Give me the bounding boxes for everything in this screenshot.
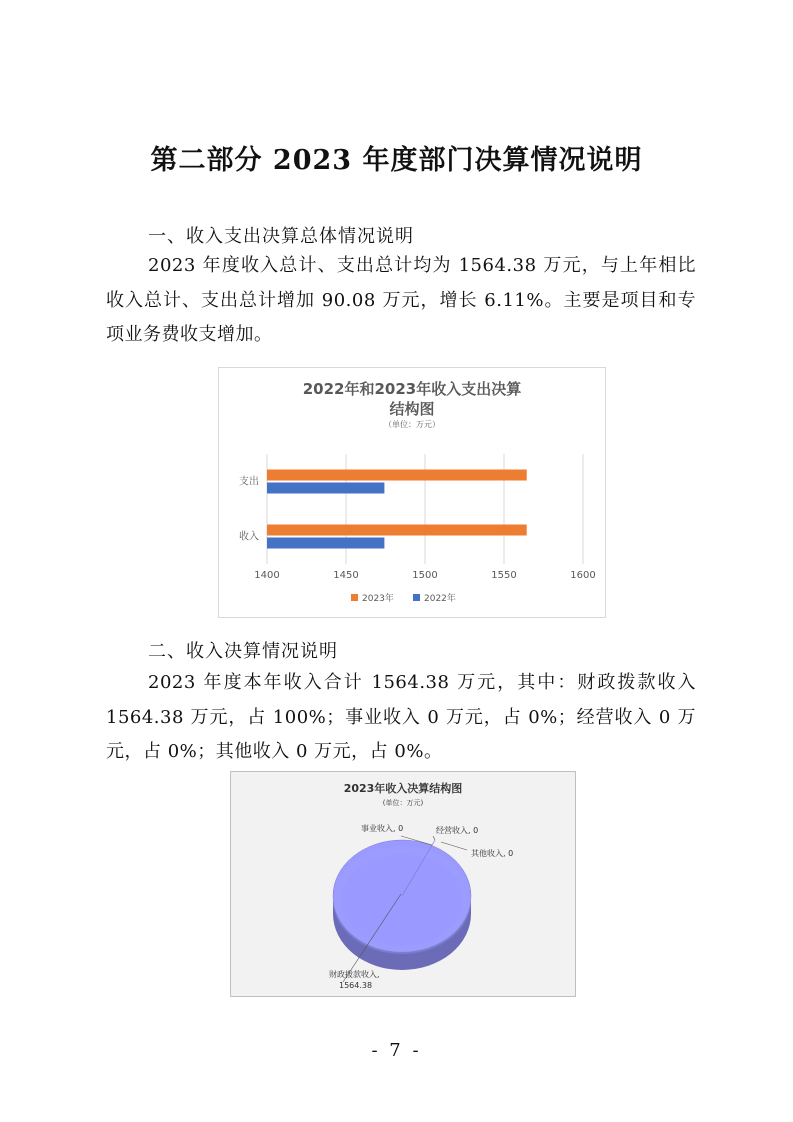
pie-chart-subtitle: (单位：万元) xyxy=(382,799,424,807)
bar-chart xyxy=(218,367,606,618)
section-text-2: 2023 年度本年收入合计 1564.38 万元，其中：财政拨款收入 1564.38 万元，占 100%；事业收入 0 万元，占 0%；经营收入 0 万元，占 0%；其他收入 0 万元，占 0%。 xyxy=(106,672,696,762)
pie-chart-title: 2023年收入决算结构图 xyxy=(343,782,463,795)
pie-label-caizheng-value: 1564.38 xyxy=(339,981,373,990)
x-tick-label: 1550 xyxy=(491,570,517,581)
bar-0-1 xyxy=(267,483,384,494)
bar-chart-title-line2: 结构图 xyxy=(389,400,435,418)
x-tick-label: 1400 xyxy=(254,570,280,581)
legend-label: 2023年 xyxy=(362,594,394,604)
bar-chart-svg xyxy=(219,368,605,617)
x-tick-label: 1450 xyxy=(333,570,359,581)
page-number: - 7 - xyxy=(371,1040,422,1061)
legend-swatch xyxy=(351,594,358,601)
category-label: 收入 xyxy=(239,531,259,543)
x-tick-label: 1500 xyxy=(412,570,438,581)
section-heading-2: 二、收入决算情况说明 xyxy=(148,641,338,662)
pie-label-caizheng: 财政拨款收入, xyxy=(329,970,380,979)
pie-chart xyxy=(230,771,576,997)
bar-1-1 xyxy=(267,538,384,549)
bar-chart-title-line1: 2022年和2023年收入支出决算 xyxy=(302,380,522,398)
pie-chart-svg xyxy=(231,772,575,996)
bar-chart-subtitle: （单位：万元） xyxy=(384,420,440,429)
bar-1-0 xyxy=(267,525,527,536)
x-tick-label: 1600 xyxy=(570,570,596,581)
section-text-1: 2023 年度收入总计、支出总计均为 1564.38 万元，与上年相比收入总计、支出总计增加 90.08 万元，增长 6.11%。主要是项目和专项业务费收支增加。 xyxy=(106,255,696,345)
legend-label: 2022年 xyxy=(424,594,456,604)
pie-label-jingying: 经营收入, 0 xyxy=(436,826,479,835)
pie-label-shiye: 事业收入, 0 xyxy=(361,824,404,833)
leader-line xyxy=(441,842,467,850)
section-heading-1: 一、收入支出决算总体情况说明 xyxy=(148,226,414,247)
legend-swatch xyxy=(413,594,420,601)
bar-0-0 xyxy=(267,470,527,481)
leader-line xyxy=(433,836,435,840)
page-title: 第二部分 2023 年度部门决算情况说明 xyxy=(150,145,643,176)
category-label: 支出 xyxy=(239,476,259,488)
pie-label-qita: 其他收入, 0 xyxy=(471,849,514,858)
